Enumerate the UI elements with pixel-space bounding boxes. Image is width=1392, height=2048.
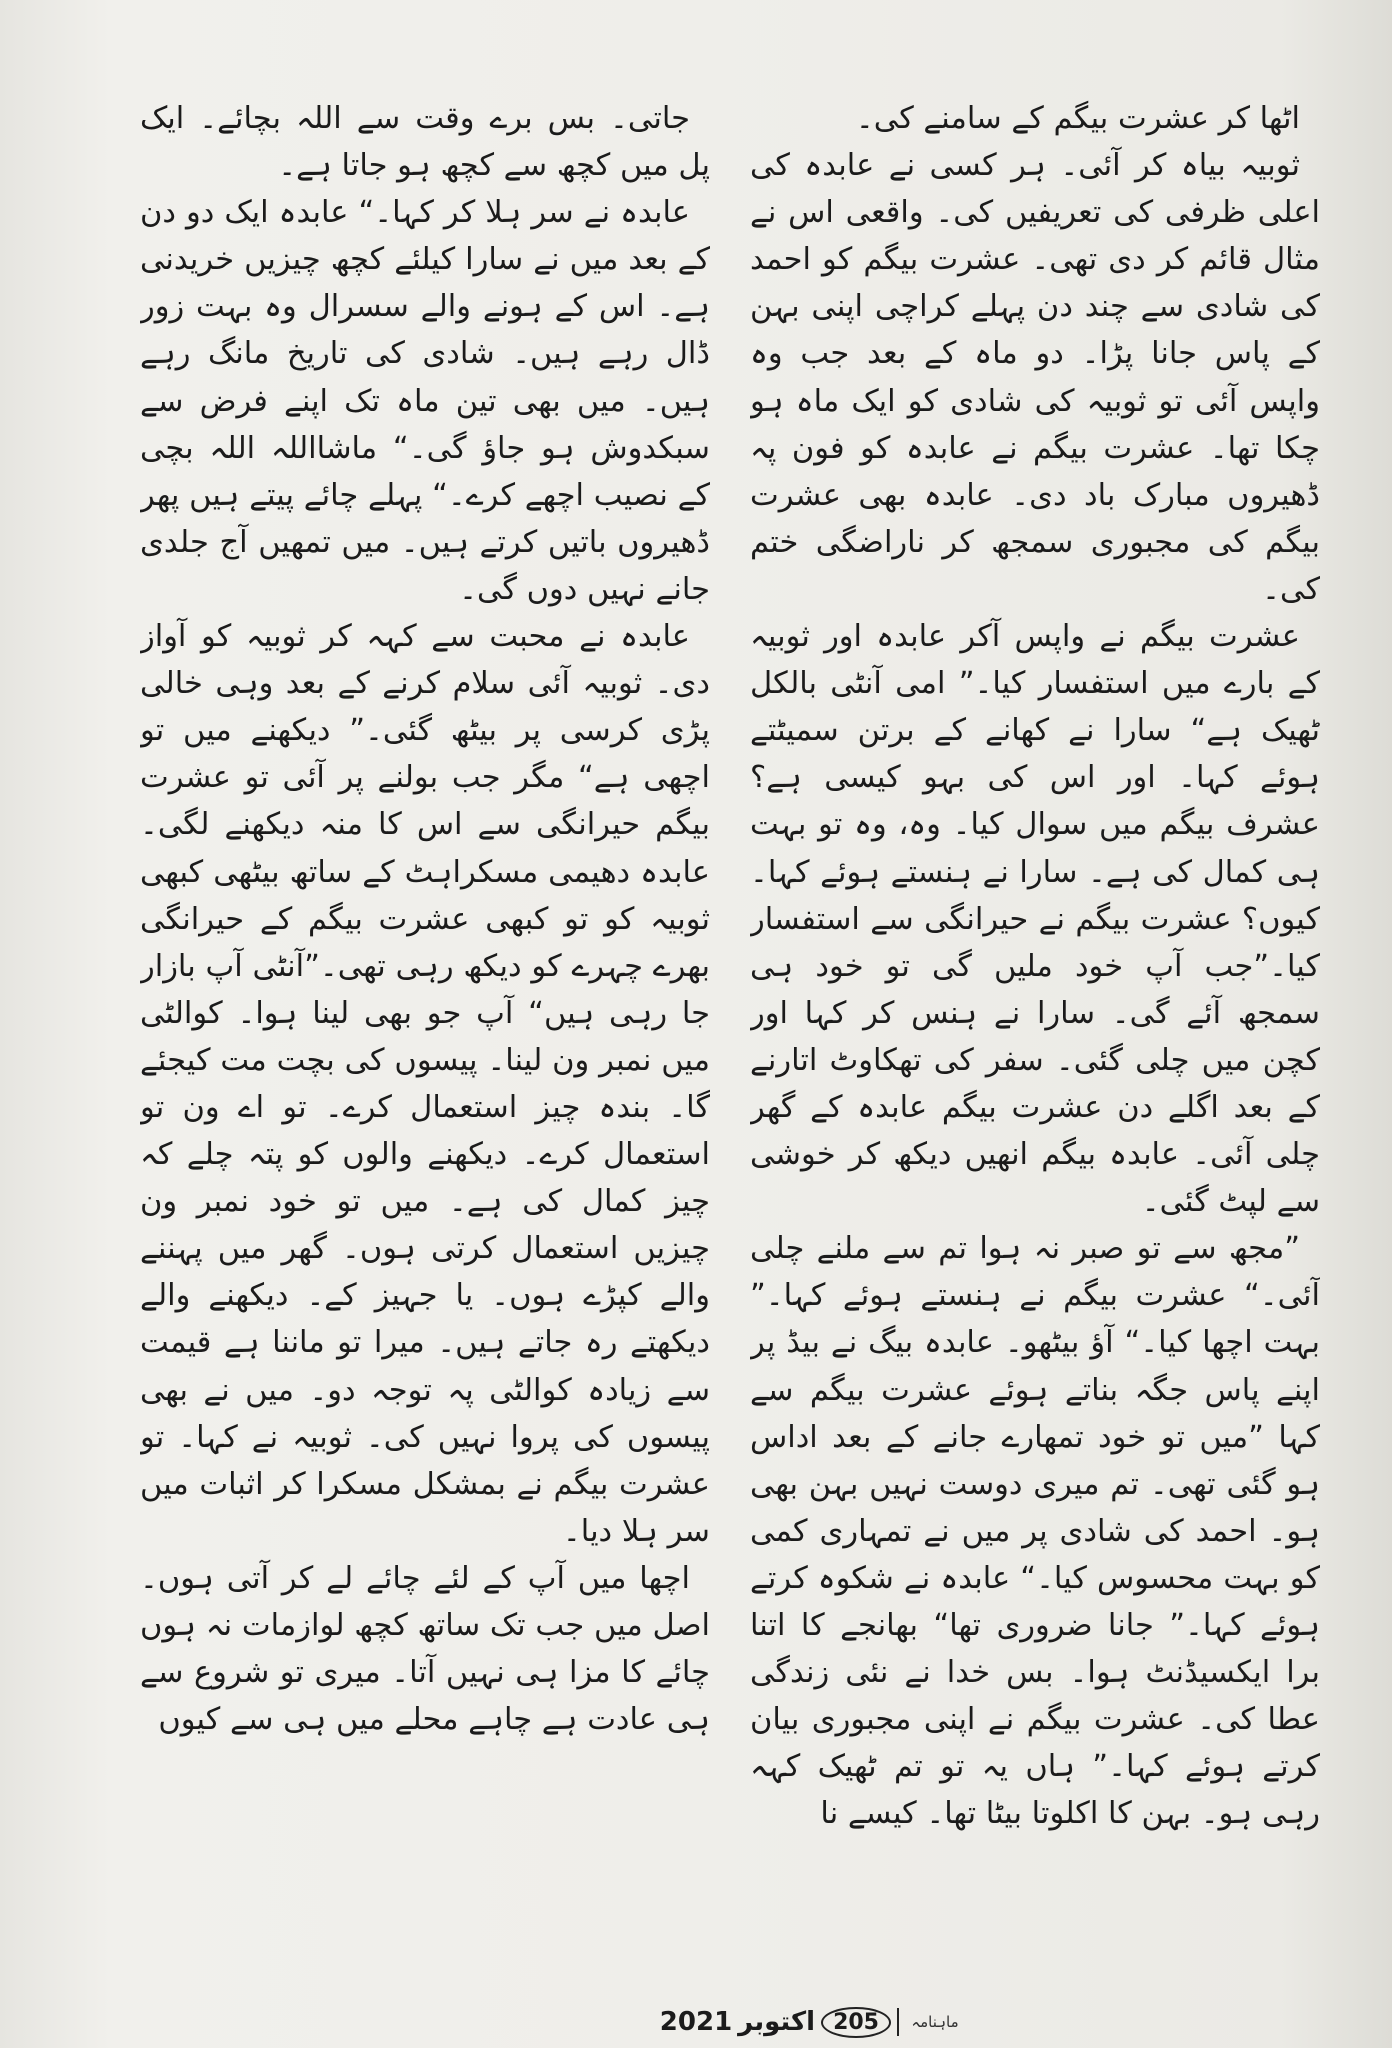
magazine-name: ماہنامہ <box>911 2013 959 2031</box>
issue-year: 2021 <box>659 2007 733 2037</box>
paragraph: عابدہ نے محبت سے کہہ کر ثوبیہ کو آواز دی۔ ثوبیہ آئی سلام کرنے کے بعد وہی خالی پڑی کرسی پر بیٹھ گئی۔” دیکھنے میں تو اچھی ہے“ مگر جب بولنے پر آئی تو عشرت بیگم حیرانگی سے اس کا منہ دیکھنے لگی۔ عابدہ دھیمی مسکراہٹ کے ساتھ بیٹھی کبھی ثوبیہ کو تو کبھی عشرت بیگم کے حیرانگی بھرے چہرے کو دیکھ رہی تھی۔”آنٹی آپ بازار جا رہی ہیں“ آپ جو بھی لینا ہوا۔ کوالٹی میں نمبر ون لینا۔ پیسوں کی بچت مت کیجئے گا۔ بندہ چیز استعمال کرے۔ تو اے ون تو استعمال کرے۔ دیکھنے والوں کو پتہ چلے کہ چیز کمال کی ہے۔ میں تو خود نمبر ون چیزیں استعمال کرتی ہوں۔ گھر میں پہننے والے کپڑے ہوں۔ یا جہیز کے۔ دیکھنے والے دیکھتے رہ جاتے ہیں۔ میرا تو ماننا ہے قیمت سے زیادہ کوالٹی پہ توجہ دو۔ میں نے بھی پیسوں کی پروا نہیں کی۔ ثوبیہ نے کہا۔ تو عشرت بیگم نے بمشکل مسکرا کر اثبات میں سر ہلا دیا۔ <box>140 619 710 1549</box>
paragraph: اٹھا کر عشرت بیگم کے سامنے کی۔ <box>855 101 1300 136</box>
paragraph: اچھا میں آپ کے لئے چائے لے کر آتی ہوں۔ اصل میں جب تک ساتھ کچھ لوازمات نہ ہوں چائے کا مزا ہی نہیں آتا۔ میری تو شروع سے ہی عادت ہے چاہے محلے میں ہی سے کیوں <box>140 1560 710 1738</box>
page-number: 205 <box>821 2007 891 2038</box>
page-footer <box>505 2002 965 2042</box>
paragraph: جاتی۔ بس برے وقت سے اللہ بچائے۔ ایک پل میں کچھ سے کچھ ہو جاتا ہے۔ <box>140 101 710 184</box>
paragraph: ”مجھ سے تو صبر نہ ہوا تم سے ملنے چلی آئی۔“ عشرت بیگم نے ہنستے ہوئے کہا۔” بہت اچھا کیا۔“ آؤ بیٹھو۔ عابدہ بیگ نے بیڈ پر اپنے پاس جگہ بناتے ہوئے عشرت بیگم سے کہا ”میں تو خود تمھارے جانے کے بعد اداس ہو گئی تھی۔ تم میری دوست نہیں بہن بھی ہو۔ احمد کی شادی پر میں نے تمہاری کمی کو بہت محسوس کیا۔“ عابدہ نے شکوہ کرتے ہوئے کہا۔” جانا ضروری تھا“ بھانجے کا اتنا برا ایکسیڈنٹ ہوا۔ بس خدا نے نئی زندگی عطا کی۔ عشرت بیگم نے اپنی مجبوری بیان کرتے ہوئے کہا۔” ہاں یہ تو تم ٹھیک کہہ رہی ہو۔ بہن کا اکلوتا بیٹا تھا۔ کیسے نا <box>750 1231 1320 1832</box>
paragraph: عشرت بیگم نے واپس آکر عابدہ اور ثوبیہ کے بارے میں استفسار کیا۔” امی آنٹی بالکل ٹھیک ہے“ سارا نے کھانے کے برتن سمیٹتے ہوئے کہا۔ اور اس کی بہو کیسی ہے؟ عشرف بیگم میں سوال کیا۔ وہ، وہ تو بہت ہی کمال کی ہے۔ سارا نے ہنستے ہوئے کہا۔ کیوں؟ عشرت بیگم نے حیرانگی سے استفسار کیا۔”جب آپ خود ملیں گی تو خود ہی سمجھ آئے گی۔ سارا نے ہنس کر کہا اور کچن میں چلی گئی۔ سفر کی تھکاوٹ اتارنے کے بعد اگلے دن عشرت بیگم عابدہ کے گھر چلی آئی۔ عابدہ بیگم انھیں دیکھ کر خوشی سے لپٹ گئی۔ <box>750 619 1320 1220</box>
footer-divider <box>897 2008 899 2036</box>
paragraph: عابدہ نے سر ہلا کر کہا۔“ عابدہ ایک دو دن کے بعد میں نے سارا کیلئے کچھ چیزیں خریدنی ہے۔ اس کے ہونے والے سسرال وہ بہت زور ڈال رہے ہیں۔ شادی کی تاریخ مانگ رہے ہیں۔ میں بھی تین ماہ تک اپنے فرض سے سبکدوش ہو جاؤ گی۔“ ماشااللہ اللہ بچی کے نصیب اچھے کرے۔“ پہلے چائے پیتے ہیں پھر ڈھیروں باتیں کرتے ہیں۔ میں تمھیں آج جلدی جانے نہیں دوں گی۔ <box>140 195 710 607</box>
issue-month: اکتوبر <box>738 2007 816 2037</box>
text-column-right <box>750 95 1320 2010</box>
paragraph: ثوبیہ بیاہ کر آئی۔ ہر کسی نے عابدہ کی اعلی ظرفی کی تعریفیں کی۔ واقعی اس نے مثال قائم کر دی تھی۔ عشرت بیگم کو احمد کی شادی سے چند دن پہلے کراچی اپنی بہن کے پاس جانا پڑا۔ دو ماہ کے بعد جب وہ واپس آئی تو ثوبیہ کی شادی کو ایک ماہ ہو چکا تھا۔ عشرت بیگم نے عابدہ کو فون پہ ڈھیروں مبارک باد دی۔ عابدہ بھی عشرت بیگم کی مجبوری سمجھ کر ناراضگی ختم کی۔ <box>750 148 1320 607</box>
text-column-left <box>140 95 710 2010</box>
